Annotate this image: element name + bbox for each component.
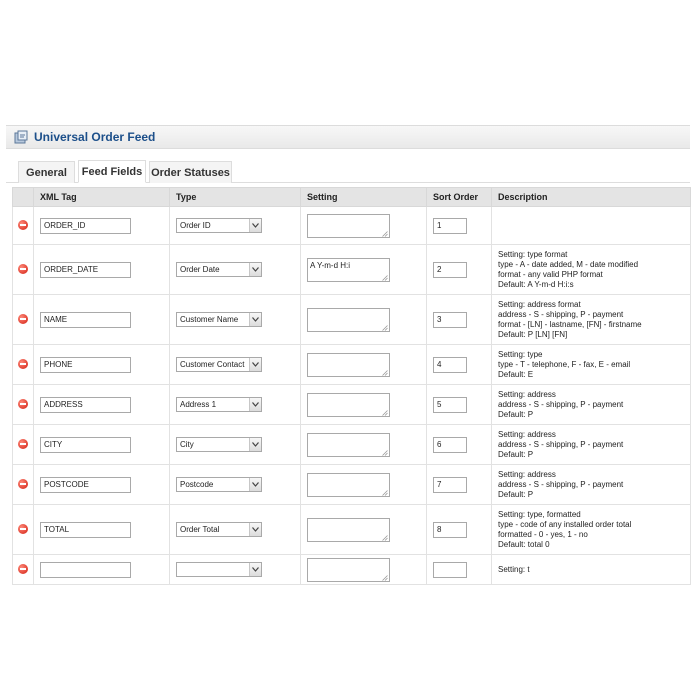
resize-grip-icon[interactable] [382,409,388,415]
description-line: address - S - shipping, P - payment [498,399,624,409]
description-text [498,250,690,290]
xml-tag-input[interactable] [40,562,131,578]
description-line: Setting: address [498,469,556,479]
description-cell [492,207,691,245]
setting-textarea[interactable] [307,353,390,377]
sort-order-input[interactable] [433,262,467,278]
xml-tag-input[interactable] [40,522,131,538]
type-cell [170,345,301,385]
type-select[interactable] [176,477,262,492]
sort-order-cell [427,207,492,245]
description-line: Default: P [498,449,534,459]
sort-order-cell [427,385,492,425]
description-line: Setting: type, formatted [498,509,581,519]
remove-cell [13,385,34,425]
xml-tag-input[interactable] [40,437,131,453]
setting-value: A Y-m-d H:i [310,260,351,270]
remove-row-icon[interactable] [18,439,28,449]
xml-tag-cell [34,385,170,425]
setting-cell [301,345,427,385]
setting-cell [301,555,427,585]
type-select-value: Postcode [180,480,214,489]
setting-textarea[interactable] [307,214,390,238]
tab-general[interactable]: General [18,161,75,183]
remove-row-icon[interactable] [18,264,28,274]
sort-order-input[interactable] [433,562,467,578]
description-line: format - [LN] - lastname, [FN] - firstname [498,319,642,329]
type-select-value: Address 1 [180,400,217,409]
description-line: Default: E [498,369,534,379]
remove-row-icon[interactable] [18,479,28,489]
remove-column-header [13,188,34,207]
sort-order-cell [427,505,492,555]
description-cell [492,425,691,465]
type-select-value: Customer Contact [180,360,245,369]
remove-cell [13,345,34,385]
description-line: address - S - shipping, P - payment [498,439,624,449]
setting-textarea[interactable] [307,473,390,497]
type-cell [170,385,301,425]
resize-grip-icon[interactable] [382,274,388,280]
remove-row-icon[interactable] [18,359,28,369]
xml-tag-column-header: XML Tag [34,188,170,207]
description-line: Default: P [LN] [FN] [498,329,568,339]
description-text [498,390,690,420]
chevron-down-icon [249,563,261,576]
description-cell [492,345,691,385]
module-panel [6,125,690,574]
xml-tag-cell [34,505,170,555]
setting-textarea[interactable] [307,433,390,457]
type-select-value: Order Total [180,525,220,534]
xml-tag-cell [34,465,170,505]
type-select-value: Order Date [180,265,220,274]
type-cell [170,245,301,295]
setting-cell [301,465,427,505]
xml-tag-input[interactable] [40,357,131,373]
setting-textarea[interactable] [307,518,390,542]
xml-tag-input[interactable] [40,477,131,493]
sort-order-input[interactable] [433,437,467,453]
type-cell [170,465,301,505]
xml-tag-cell [34,207,170,245]
type-select[interactable] [176,437,262,452]
description-text [498,300,690,340]
resize-grip-icon[interactable] [382,489,388,495]
chevron-down-icon [249,219,261,232]
type-select-value: Customer Name [180,315,239,324]
resize-grip-icon[interactable] [382,324,388,330]
xml-tag-cell [34,295,170,345]
type-select[interactable] [176,262,262,277]
remove-cell [13,505,34,555]
resize-grip-icon[interactable] [382,449,388,455]
tab-order-statuses[interactable]: Order Statuses [149,161,232,183]
remove-cell [13,465,34,505]
xml-tag-input[interactable] [40,218,131,234]
type-select-value: Order ID [180,221,211,230]
remove-cell [13,295,34,345]
tab-feed-fields[interactable]: Feed Fields [78,160,146,183]
sort-order-input[interactable] [433,397,467,413]
description-line: Default: P [498,409,534,419]
type-cell [170,425,301,465]
remove-row-icon[interactable] [18,524,28,534]
description-cell [492,245,691,295]
xml-tag-input[interactable] [40,262,131,278]
description-line: type - A - date added, M - date modified [498,259,639,269]
description-cell [492,385,691,425]
type-cell [170,505,301,555]
chevron-down-icon [249,478,261,491]
description-cell [492,505,691,555]
remove-cell [13,555,34,585]
sort-order-cell [427,425,492,465]
chevron-down-icon [249,263,261,276]
description-line: Setting: address [498,429,556,439]
sort-order-input[interactable] [433,477,467,493]
description-cell [492,295,691,345]
chevron-down-icon [249,523,261,536]
description-text [498,470,690,500]
sort-order-cell [427,345,492,385]
type-select[interactable] [176,218,262,233]
xml-tag-cell [34,345,170,385]
description-line: Setting: type [498,349,543,359]
type-select[interactable] [176,397,262,412]
description-column-header: Description [492,188,691,207]
chevron-down-icon [249,313,261,326]
table-row [13,345,691,385]
description-line: format - any valid PHP format [498,269,603,279]
description-cell [492,465,691,505]
chevron-down-icon [249,438,261,451]
resize-grip-icon[interactable] [382,534,388,540]
remove-cell [13,207,34,245]
type-select[interactable] [176,562,262,577]
tab-bar [6,155,690,183]
setting-textarea[interactable] [307,393,390,417]
description-line: type - T - telephone, F - fax, E - email [498,359,631,369]
type-select[interactable] [176,357,262,372]
sort-order-cell [427,245,492,295]
table-header-row [13,188,691,207]
table-row [13,207,691,245]
description-line: type - code of any installed order total [498,519,632,529]
chevron-down-icon [249,398,261,411]
remove-row-icon[interactable] [18,564,28,574]
description-text [498,510,690,550]
remove-cell [13,245,34,295]
chevron-down-icon [249,358,261,371]
xml-tag-input[interactable] [40,397,131,413]
type-select-value: City [180,440,194,449]
type-select[interactable] [176,522,262,537]
description-line: Default: total 0 [498,539,550,549]
remove-row-icon[interactable] [18,220,28,230]
sort-order-cell [427,295,492,345]
description-line: Setting: type format [498,249,568,259]
table-row [13,385,691,425]
remove-row-icon[interactable] [18,314,28,324]
xml-tag-input[interactable] [40,312,131,328]
description-line: address - S - shipping, P - payment [498,309,624,319]
table-row [13,295,691,345]
description-line: Default: P [498,489,534,499]
type-select[interactable] [176,312,262,327]
sort-order-cell [427,465,492,505]
setting-textarea[interactable] [307,558,390,582]
type-cell [170,295,301,345]
setting-textarea[interactable] [307,258,390,282]
setting-cell [301,505,427,555]
setting-cell [301,385,427,425]
table-row [13,555,691,585]
description-cell [492,555,691,585]
sort-order-input[interactable] [433,312,467,328]
description-line: Default: A Y-m-d H:i:s [498,279,574,289]
sort-order-column-header: Sort Order [427,188,492,207]
description-text [498,350,690,380]
resize-grip-icon[interactable] [382,230,388,236]
description-text [498,430,690,460]
setting-cell [301,425,427,465]
description-line: address - S - shipping, P - payment [498,479,624,489]
setting-cell [301,295,427,345]
feed-fields-table [12,187,691,585]
description-text [498,565,690,575]
remove-row-icon[interactable] [18,399,28,409]
type-cell [170,555,301,585]
page-title: Universal Order Feed [34,130,156,144]
table-row [13,505,691,555]
resize-grip-icon[interactable] [382,574,388,580]
setting-cell [301,207,427,245]
type-cell [170,207,301,245]
table-row [13,465,691,505]
setting-column-header: Setting [301,188,427,207]
type-column-header: Type [170,188,301,207]
setting-cell [301,245,427,295]
remove-cell [13,425,34,465]
sort-order-cell [427,555,492,585]
description-line: Setting: address [498,389,556,399]
xml-tag-cell [34,245,170,295]
sort-order-input[interactable] [433,522,467,538]
description-line: formatted - 0 - yes, 1 - no [498,529,588,539]
sort-order-input[interactable] [433,357,467,373]
description-line: Setting: address format [498,299,581,309]
xml-tag-cell [34,425,170,465]
table-row [13,245,691,295]
panel-heading [6,125,690,149]
table-row [13,425,691,465]
xml-tag-cell [34,555,170,585]
module-icon [14,130,28,144]
setting-textarea[interactable] [307,308,390,332]
resize-grip-icon[interactable] [382,369,388,375]
description-line: Setting: t [498,564,530,574]
sort-order-input[interactable] [433,218,467,234]
